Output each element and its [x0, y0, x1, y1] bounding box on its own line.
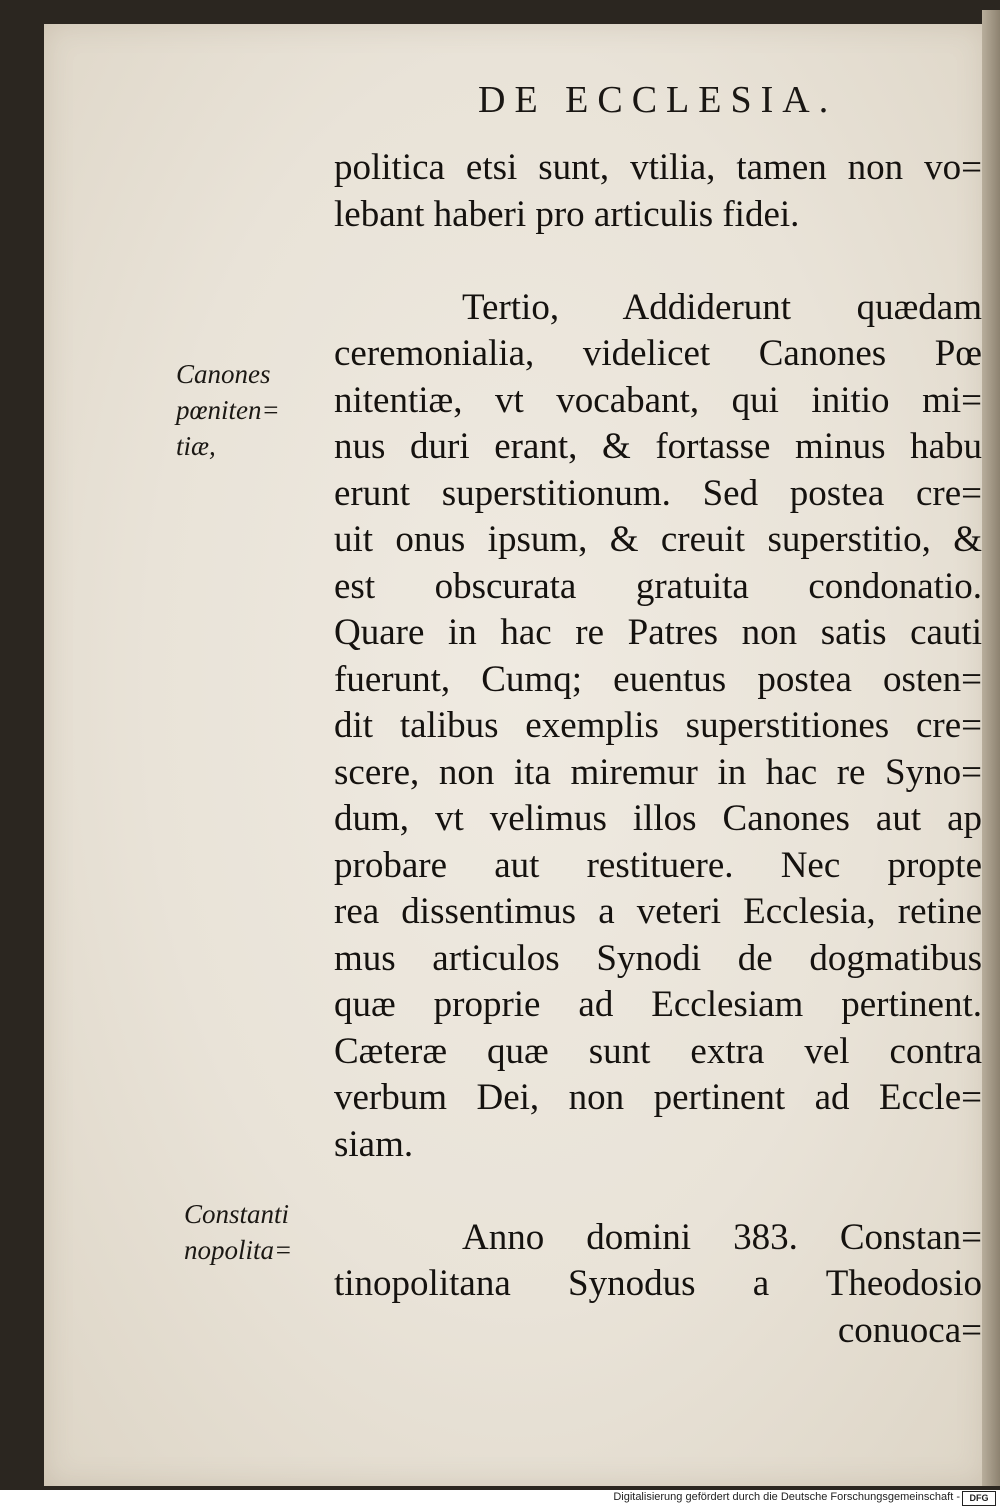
text-line: Cæteræ quæ sunt extra vel contra [334, 1030, 982, 1072]
text-line: Anno domini 383. Constan= [462, 1216, 982, 1258]
main-text-block [334, 145, 982, 1354]
text-line: politica etsi sunt, vtilia, tamen non vo= [334, 147, 982, 188]
text-line: conuoca= [837, 1309, 982, 1351]
text-line: erunt superstitionum. Sed postea cre= [334, 472, 982, 514]
text-line: nitentiæ, vt vocabant, qui initio mi= [334, 379, 982, 421]
text-line [334, 238, 982, 285]
text-line: tinopolitana Synodus a Theodosio [334, 1263, 982, 1304]
running-head: DE ECCLESIA. [478, 79, 838, 121]
marginal-note-line: nopolita= [184, 1235, 293, 1265]
text-line: mus articulos Synodi de dogmatibus [334, 937, 982, 979]
marginal-note-line: Canones [176, 359, 271, 389]
text-line: rea dissentimus a veteri Ecclesia, retine [334, 891, 982, 932]
marginal-note-line: Constanti [184, 1199, 290, 1229]
text-line: lebant haberi pro articulis fidei. [334, 193, 800, 235]
text-line: Quare in hac re Patres non satis cauti [334, 612, 982, 653]
marginal-note-constantinopolitana [184, 1196, 292, 1268]
marginal-note-line: pœniten= [176, 395, 280, 425]
text-line: dum, vt velimus illos Canones aut ap [334, 798, 982, 839]
text-line: est obscurata gratuita condonatio. [334, 565, 982, 607]
text-line: dit talibus exemplis superstitiones cre= [334, 705, 982, 746]
text-line: fuerunt, Cumq; euentus postea osten= [334, 658, 982, 700]
marginal-note-line: tiæ, [176, 431, 216, 461]
text-line: siam. [334, 1123, 414, 1165]
marginal-note-canones [176, 356, 280, 464]
text-line: verbum Dei, non pertinent ad Eccle= [334, 1077, 982, 1118]
text-line: ceremonialia, videlicet Canones Pœ [334, 333, 982, 374]
text-line: uit onus ipsum, & creuit superstitio, & [334, 519, 982, 560]
dfg-logo: DFG [962, 1491, 996, 1506]
text-line: Tertio, Addiderunt quædam [462, 286, 982, 328]
text-line: probare aut restituere. Nec propte [334, 844, 982, 886]
text-line: nus duri erant, & fortasse minus habu [334, 426, 982, 467]
text-line: quæ proprie ad Ecclesiam pertinent. [334, 984, 982, 1025]
text-line [334, 1168, 982, 1215]
text-line: scere, non ita miremur in hac re Syno= [334, 751, 982, 793]
footer-credit: Digitalisierung gefördert durch die Deutsche Forschungsgemeinschaft - [613, 1491, 960, 1503]
page-edge [982, 10, 1000, 1486]
